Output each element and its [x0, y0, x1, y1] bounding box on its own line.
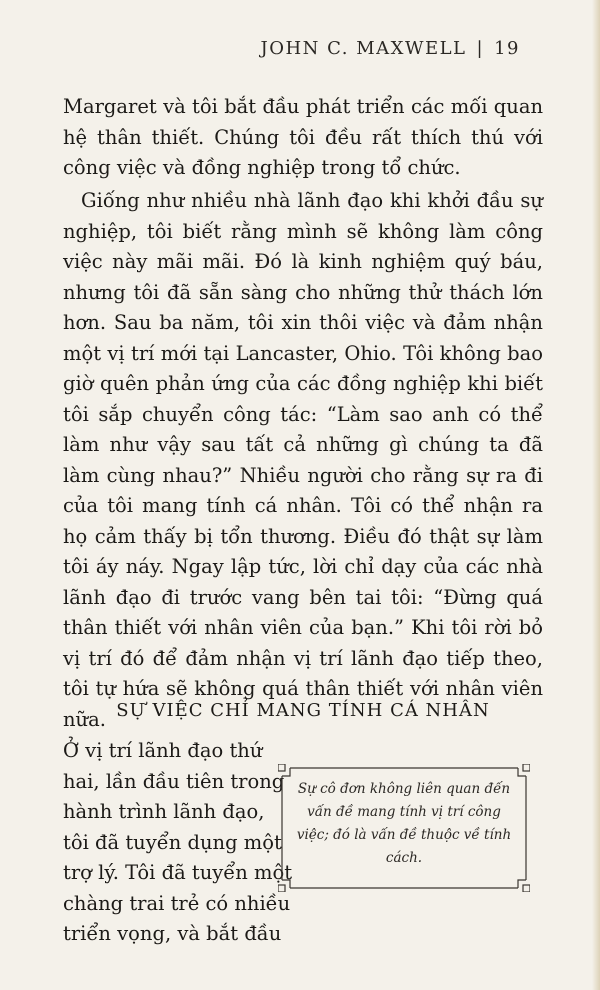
section-heading: SỰ VIỆC CHỈ MANG TÍNH CÁ NHÂN — [116, 700, 490, 721]
section-line: hành trình lãnh đạo, — [63, 800, 265, 823]
page-edge — [592, 0, 600, 990]
header-separator: | — [476, 38, 485, 59]
running-header — [261, 38, 521, 59]
section-line: trợ lý. Tôi đã tuyển một — [63, 861, 293, 884]
header-author: JOHN C. MAXWELL — [260, 38, 467, 59]
section-paragraph — [63, 736, 293, 950]
section-line: hai, lần đầu tiên trong — [63, 769, 285, 793]
section-line: triển vọng, và bắt đầu — [63, 922, 282, 945]
paragraph-2: Giống như nhiều nhà lãnh đạo khi khởi đầu sự nghiệp, tôi biết rằng mình sẽ không làm công việc này mãi mãi. Đó là kinh nghiệm quý báu, nhưng tôi đã sẵn sàng cho những thử thách lớn hơn. Sau ba năm, tôi xin thôi việc và đảm nhận một vị trí mới tại Lancaster, Ohio. Tôi không bao giờ quên phản ứng của các đồng nghiệp khi biết tôi sắp chuyển công tác: “Làm sao anh có thể làm như vậy sau tất cả những gì chúng ta đã làm cùng nhau?” Nhiều người cho rằng sự ra đi của tôi mang tính cá nhân. Tôi có thể nhận ra họ cảm thấy bị tổn thương. Điều đó thật sự làm tôi áy náy. Ngay lập tức, lời chỉ dạy của các nhà lãnh đạo đi trước vang bên tai tôi: “Đừng quá thân thiết với nhân viên của bạn.” Khi tôi rời bỏ vị trí đó để đảm nhận vị trí lãnh đạo tiếp theo, tôi tự hứa sẽ không quá thân thiết với nhân viên nữa. — [63, 189, 543, 731]
section-line: Ở vị trí lãnh đạo thứ — [63, 739, 263, 762]
pull-quote-box — [278, 764, 530, 892]
paragraph-1: Margaret và tôi bắt đầu phát triển các mối quan hệ thân thiết. Chúng tôi đều rất thích thú với công việc và đồng nghiệp trong tổ chức. — [63, 95, 543, 179]
pull-quote-text: Sự cô đơn không liên quan đến vấn đề mang tính vị trí công việc; đó là vấn đề thuộc về tính cách. — [296, 781, 512, 866]
section-line: tôi đã tuyển dụng một — [63, 830, 282, 854]
section-line: chàng trai trẻ có nhiều — [63, 891, 291, 915]
page-number: 19 — [494, 38, 520, 59]
